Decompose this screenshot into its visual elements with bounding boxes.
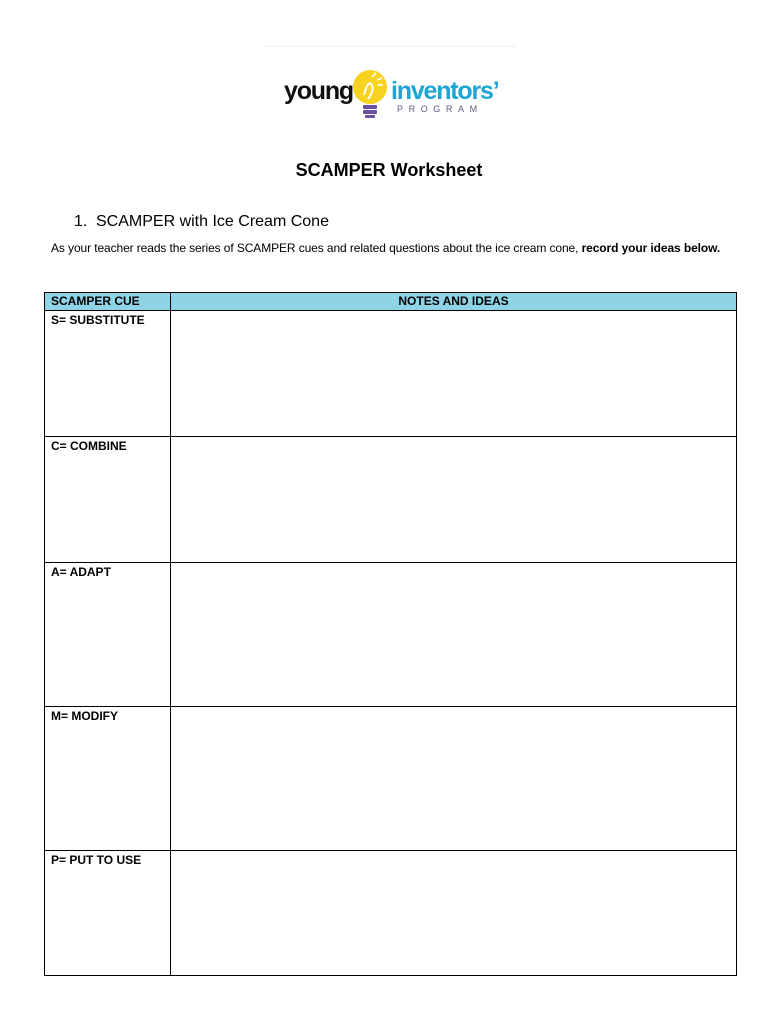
- notes-cell-modify[interactable]: [171, 707, 737, 851]
- section-number: 1.: [74, 213, 88, 230]
- cue-substitute: S= SUBSTITUTE: [45, 311, 171, 437]
- section-heading: [74, 213, 329, 231]
- instructions-bold: record your ideas below.: [581, 241, 721, 255]
- instructions-text: As your teacher reads the series of SCAMPER cues and related questions about the ice cream cone,: [51, 241, 582, 255]
- section-heading-text: SCAMPER with Ice Cream Cone: [96, 213, 329, 230]
- cue-modify: M= MODIFY: [45, 707, 171, 851]
- logo-word-inventors: inventors’: [391, 77, 499, 105]
- notes-cell-put-to-use[interactable]: [171, 851, 737, 976]
- instructions: [51, 239, 741, 257]
- table-row: [45, 563, 737, 707]
- cue-adapt: A= ADAPT: [45, 563, 171, 707]
- table-row: [45, 707, 737, 851]
- scamper-table: [44, 292, 737, 976]
- table-row: [45, 437, 737, 563]
- notes-cell-adapt[interactable]: [171, 563, 737, 707]
- column-header-cue: SCAMPER CUE: [45, 293, 171, 311]
- logo-word-program: PROGRAM: [397, 104, 483, 114]
- table-row: [45, 311, 737, 437]
- table-header-row: [45, 293, 737, 311]
- notes-cell-substitute[interactable]: [171, 311, 737, 437]
- page-title: SCAMPER Worksheet: [295, 160, 483, 180]
- cue-combine: C= COMBINE: [45, 437, 171, 563]
- table-row: [45, 851, 737, 976]
- lightbulb-icon: [350, 65, 390, 123]
- cue-put-to-use: P= PUT TO USE: [45, 851, 171, 976]
- logo-word-young: young: [284, 77, 353, 105]
- logo: [264, 46, 516, 133]
- column-header-notes: NOTES AND IDEAS: [171, 293, 737, 311]
- notes-cell-combine[interactable]: [171, 437, 737, 563]
